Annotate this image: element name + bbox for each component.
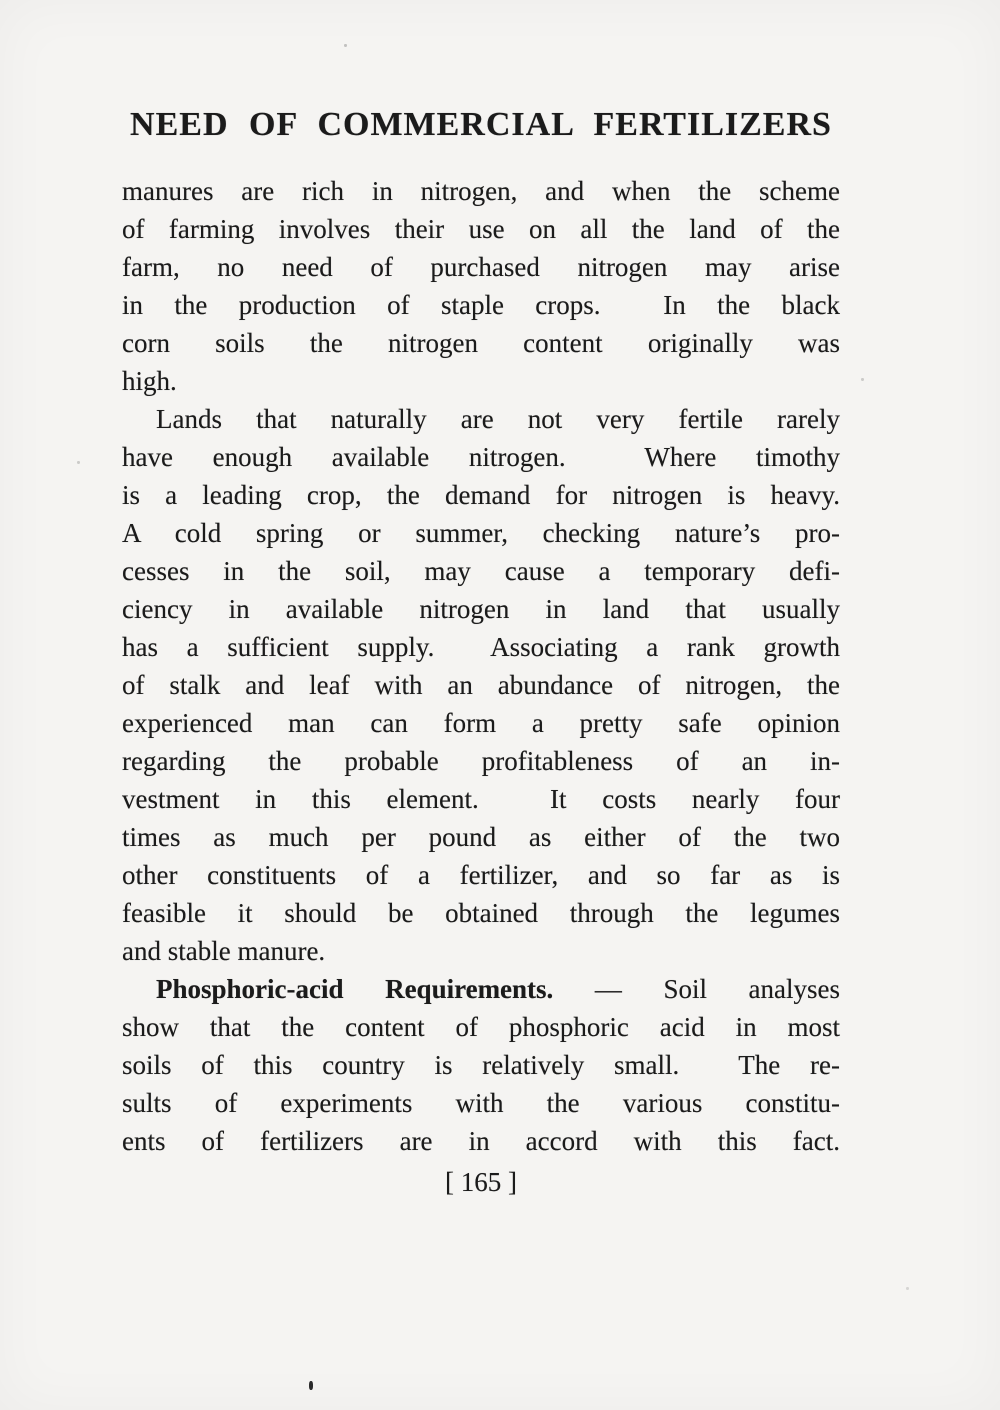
text-line: is a leading crop, the demand for nitrogen is heavy. — [122, 480, 840, 510]
paragraph — [122, 970, 840, 1160]
text-line: other constituents of a fertilizer, and so far as is — [122, 860, 840, 890]
text-line: corn soils the nitrogen content originally was — [122, 328, 840, 358]
text-line: show that the content of phosphoric acid in most — [122, 1012, 840, 1042]
text-line: manures are rich in nitrogen, and when the scheme — [122, 176, 840, 206]
ink-speck — [309, 1381, 313, 1390]
text-line: have enough available nitrogen. Where timothy — [122, 442, 840, 472]
text-line: ciency in available nitrogen in land that usually — [122, 594, 840, 624]
page-title: NEED OF COMMERCIAL FERTILIZERS — [130, 106, 832, 143]
text-line: soils of this country is relatively small. The re- — [122, 1050, 840, 1080]
ink-speck — [906, 1287, 909, 1290]
text-line: in the production of staple crops. In the black — [122, 290, 840, 320]
text-line: vestment in this element. It costs nearly four — [122, 784, 840, 814]
text-line: of stalk and leaf with an abundance of nitrogen, the — [122, 670, 840, 700]
page-body — [122, 172, 840, 1160]
paragraph — [122, 400, 840, 970]
text-line: farm, no need of purchased nitrogen may arise — [122, 252, 840, 282]
text-line: ents of fertilizers are in accord with this fact. — [122, 1126, 840, 1156]
text-line: high. — [122, 366, 177, 396]
text-line: Phosphoric-acid Requirements. — Soil analyses — [156, 974, 840, 1004]
text-line: Lands that naturally are not very fertile rarely — [156, 404, 840, 434]
text-line: cesses in the soil, may cause a temporary defi- — [122, 556, 840, 586]
text-line: and stable manure. — [122, 936, 326, 966]
text-line: has a sufficient supply. Associating a rank growth — [122, 632, 840, 662]
text-line: sults of experiments with the various constitu- — [122, 1088, 840, 1118]
page-number: [ 165 ] — [445, 1167, 517, 1197]
ink-speck — [77, 461, 80, 464]
ink-speck — [861, 378, 864, 381]
text-line: of farming involves their use on all the land of the — [122, 214, 840, 244]
text-line: A cold spring or summer, checking nature’s pro- — [122, 518, 840, 548]
text-block — [122, 104, 840, 1201]
section-heading: Phosphoric-acid Requirements. — [156, 974, 554, 1004]
ink-speck — [344, 44, 347, 47]
text-line: times as much per pound as either of the two — [122, 822, 840, 852]
text-line: experienced man can form a pretty safe opinion — [122, 708, 840, 738]
text-line: regarding the probable profitableness of an in- — [122, 746, 840, 776]
text-line: feasible it should be obtained through the legumes — [122, 898, 840, 928]
paragraph — [122, 172, 840, 400]
